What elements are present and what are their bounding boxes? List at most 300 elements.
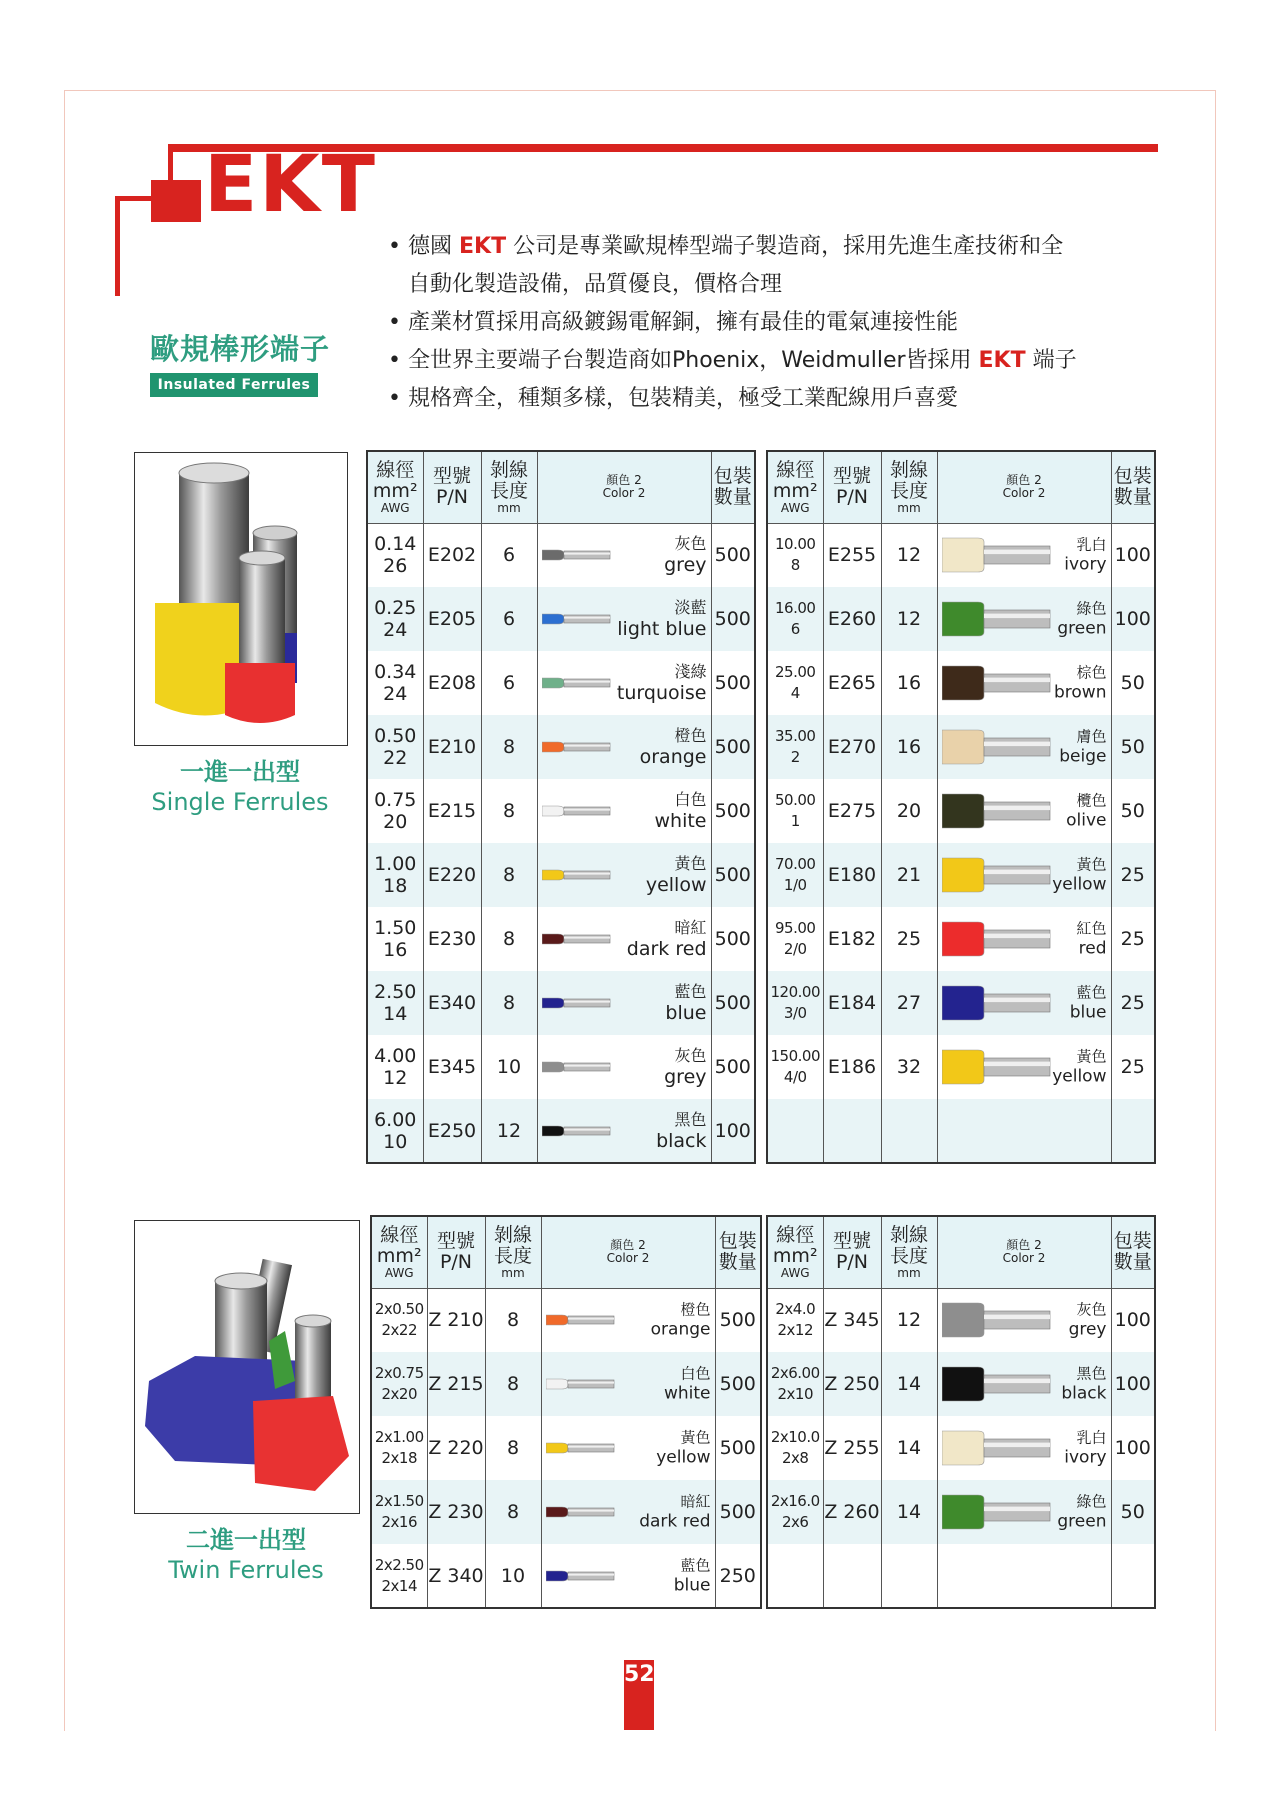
color-name-en: yellow: [1052, 1066, 1107, 1087]
ferrule-icon: [542, 925, 612, 953]
subtitle-badge: Insulated Ferrules: [150, 373, 318, 397]
ferrule-icon: [542, 1053, 612, 1081]
cell-strip: 8: [481, 779, 537, 843]
cell-pn: E182: [823, 907, 881, 971]
table-row: [767, 523, 1155, 587]
color-name-cn: 暗紅: [674, 918, 707, 937]
cell-color: [937, 651, 1111, 715]
table-row: [371, 1288, 761, 1352]
size-mm2: 2x1.00: [374, 1428, 424, 1446]
cell-size: [767, 907, 823, 971]
color-name-cn: 綠色: [1076, 1492, 1107, 1511]
color-name-en: orange: [650, 1319, 711, 1340]
ferrule-icon: [942, 919, 1052, 959]
cell-qty: 500: [711, 523, 755, 587]
cell-color: [537, 523, 711, 587]
header-pn: [823, 451, 881, 523]
size-mm2: 35.00: [775, 727, 816, 745]
cell-pn: E208: [423, 651, 481, 715]
color-name-cn: 黑色: [1076, 1364, 1107, 1383]
table-row: [767, 1416, 1155, 1480]
color-name-cn: 膚色: [1076, 727, 1107, 746]
color-name-cn: 黃色: [1076, 855, 1107, 874]
color-name-cn: 暗紅: [680, 1492, 711, 1511]
color-name-cn: 欖色: [1076, 791, 1107, 810]
color-name-en: white: [663, 1383, 711, 1404]
cell-qty: 100: [1111, 1288, 1155, 1352]
ferrule-icon: [942, 663, 1052, 703]
single-section-label-en: Single Ferrules: [151, 788, 329, 816]
table-row: [367, 1099, 755, 1163]
cell-strip: 6: [481, 523, 537, 587]
cell-pn: [823, 1099, 881, 1163]
header-strip: [485, 1216, 541, 1288]
cell-strip: 14: [881, 1480, 937, 1544]
cell-pn: E270: [823, 715, 881, 779]
size-mm2: 2.50: [374, 981, 417, 1003]
ferrule-icon: [546, 1562, 616, 1590]
size-awg: 6: [790, 620, 800, 638]
cell-strip: 8: [485, 1480, 541, 1544]
ferrule-icon: [542, 989, 612, 1017]
color-name-en: yellow: [645, 874, 707, 896]
table-row: [767, 651, 1155, 715]
ferrule-icon: [546, 1370, 616, 1398]
size-awg: 3/0: [783, 1004, 807, 1022]
size-mm2: 0.50: [374, 725, 417, 747]
cell-pn: E186: [823, 1035, 881, 1099]
cell-qty: 50: [1111, 779, 1155, 843]
header-size-text: 線徑: [776, 1223, 815, 1246]
table-row: [371, 1480, 761, 1544]
color-name: [639, 1493, 710, 1532]
size-mm2: 2x1.50: [374, 1492, 424, 1510]
ferrule-icon: [942, 791, 1052, 831]
cell-color: [541, 1352, 715, 1416]
cell-pn: Z 210: [427, 1288, 485, 1352]
size-awg: 2x8: [782, 1449, 809, 1467]
ferrule-icon: [942, 535, 1052, 575]
cell-qty: 500: [711, 907, 755, 971]
ferrule-icon: [542, 733, 612, 761]
color-name-cn: 灰色: [674, 534, 707, 554]
cell-pn: Z 340: [427, 1544, 485, 1608]
header-size-text: mm²: [376, 1244, 422, 1267]
cell-pn: E230: [423, 907, 481, 971]
header-pack-text: 數量: [1113, 486, 1152, 509]
color-name-en: ivory: [1064, 554, 1107, 575]
cell-color: [537, 1099, 711, 1163]
cell-color: [937, 1099, 1111, 1163]
cell-strip: 8: [481, 907, 537, 971]
cell-strip: 25: [881, 907, 937, 971]
color-name-cn: 白色: [680, 1364, 711, 1383]
cell-color: [937, 1544, 1111, 1608]
color-name-cn: 灰色: [674, 1046, 707, 1065]
table-row: [367, 587, 755, 651]
cell-qty: 100: [1111, 523, 1155, 587]
color-name-en: blue: [1069, 1002, 1107, 1023]
color-name: [1069, 1301, 1107, 1340]
header-strip-text: mm: [501, 1265, 525, 1280]
color-name-cn: 灰色: [1076, 1300, 1107, 1319]
twin-ferrules-table-left: [370, 1215, 762, 1609]
size-awg: 1: [790, 812, 800, 830]
single-ferrules-table-right: [766, 450, 1156, 1164]
cell-qty: 500: [711, 843, 755, 907]
header-pn-text: P/N: [835, 1251, 869, 1274]
table-row: [767, 1288, 1155, 1352]
color-name-en: black: [1061, 1383, 1107, 1404]
header-size-text: mm²: [772, 1244, 818, 1267]
twin-ferrules-table-right: [766, 1215, 1156, 1609]
header-color-text: 顏色 2: [1006, 1238, 1042, 1253]
cell-color: [541, 1480, 715, 1544]
cell-strip: 6: [481, 587, 537, 651]
color-name: [1057, 600, 1106, 639]
color-name-cn: 棕色: [1076, 663, 1107, 682]
cell-qty: 250: [715, 1544, 761, 1608]
cell-size: [367, 1035, 423, 1099]
table-row: [767, 843, 1155, 907]
cell-color: [537, 715, 711, 779]
cell-qty: 500: [711, 971, 755, 1035]
header-pack-text: 數量: [713, 486, 752, 509]
color-name-cn: 橙色: [680, 1300, 711, 1319]
color-name: [1064, 536, 1106, 575]
header-strip-text: 剝線: [889, 458, 928, 481]
feature-item: • 德國 EKT 公司是專業歐規棒型端子製造商，採用先進生產技術和全: [388, 228, 1128, 266]
color-name: [665, 982, 706, 1024]
page-number: 52: [624, 1660, 654, 1730]
header-strip-text: 長度: [889, 479, 928, 502]
color-name: [651, 1301, 711, 1340]
color-name-cn: 乳白: [1076, 1428, 1107, 1447]
color-name: [1066, 792, 1106, 831]
ferrule-icon: [942, 1428, 1052, 1468]
twin-section-label-cn: 二進一出型: [186, 1526, 306, 1554]
header-strip: [881, 1216, 937, 1288]
size-awg: 2x18: [381, 1449, 417, 1467]
header-size: [767, 451, 823, 523]
feature-item: • 全世界主要端子台製造商如Phoenix，Weidmuller皆採用 EKT 端子: [388, 342, 1128, 380]
size-mm2: 2x0.75: [374, 1364, 424, 1382]
cell-strip: 8: [485, 1288, 541, 1352]
size-mm2: 16.00: [775, 599, 816, 617]
header-strip-text: 長度: [493, 1244, 532, 1267]
size-mm2: 2x16.0: [770, 1492, 820, 1510]
size-awg: 2x16: [381, 1513, 417, 1531]
cell-pn: Z 250: [823, 1352, 881, 1416]
cell-qty: 100: [1111, 587, 1155, 651]
cell-qty: 25: [1111, 907, 1155, 971]
single-ferrules-photo: [134, 452, 348, 746]
size-mm2: 0.14: [374, 533, 417, 556]
color-name-en: green: [1057, 1511, 1107, 1532]
logo-square: [151, 180, 201, 222]
cell-qty: 100: [1111, 1352, 1155, 1416]
header-pack: [711, 451, 755, 523]
color-name-cn: 乳白: [1076, 535, 1107, 554]
size-awg: 20: [383, 811, 408, 833]
header-pn-text: P/N: [435, 486, 469, 509]
cell-color: [937, 715, 1111, 779]
feature-item-continued: 自動化製造設備，品質優良，價格合理: [408, 272, 783, 297]
size-awg: 2x10: [777, 1385, 813, 1403]
ferrule-icon: [542, 1117, 612, 1145]
cell-pn: E205: [423, 587, 481, 651]
table-row: [371, 1352, 761, 1416]
single-ferrules-table-left: [366, 450, 756, 1164]
ferrule-icon: [942, 983, 1052, 1023]
cell-size: [371, 1480, 427, 1544]
header-strip-text: 剝線: [889, 1223, 928, 1246]
table-row: [367, 907, 755, 971]
table-row: [767, 587, 1155, 651]
ferrule-icon: [546, 1434, 616, 1462]
cell-pn: Z 345: [823, 1288, 881, 1352]
cell-size: [367, 843, 423, 907]
color-name-en: white: [654, 810, 707, 832]
ferrule-icon: [942, 855, 1052, 895]
size-awg: 2x6: [782, 1513, 809, 1531]
color-name-cn: 淺綠: [674, 662, 707, 681]
color-name-en: light blue: [617, 618, 707, 640]
header-color: [537, 451, 711, 523]
cell-pn: E260: [823, 587, 881, 651]
cell-pn: E255: [823, 523, 881, 587]
ferrule-icon: [942, 1300, 1052, 1340]
table-row: [767, 715, 1155, 779]
table-row: [367, 779, 755, 843]
size-mm2: 4.00: [374, 1045, 417, 1067]
size-mm2: 2x0.50: [374, 1300, 424, 1319]
header-strip-text: mm: [497, 500, 521, 515]
cell-size: [767, 587, 823, 651]
size-mm2: 2x2.50: [374, 1555, 424, 1574]
color-name-en: red: [1078, 938, 1107, 959]
header-pn-text: P/N: [439, 1251, 473, 1274]
cell-color: [537, 587, 711, 651]
color-name-cn: 藍色: [680, 1556, 711, 1574]
size-awg: 2x14: [381, 1576, 417, 1595]
cell-size: [767, 971, 823, 1035]
color-name: [656, 1110, 706, 1152]
feature-list: [388, 228, 1128, 418]
cell-strip: 10: [481, 1035, 537, 1099]
header-color: [937, 1216, 1111, 1288]
cell-qty: 500: [715, 1480, 761, 1544]
cell-pn: E184: [823, 971, 881, 1035]
cell-pn: Z 220: [427, 1416, 485, 1480]
size-awg: 10: [383, 1130, 408, 1153]
color-name-en: dark red: [626, 938, 707, 960]
header-size-text: AWG: [780, 1265, 810, 1280]
color-name-en: grey: [664, 1066, 707, 1088]
cell-color: [937, 779, 1111, 843]
size-awg: 22: [383, 747, 408, 769]
cell-pn: Z 215: [427, 1352, 485, 1416]
color-name-cn: 紅色: [1076, 919, 1107, 938]
header-pn-text: P/N: [835, 486, 869, 509]
size-awg: 4: [790, 684, 800, 702]
twin-ferrules-photo: [134, 1220, 360, 1514]
twin-section-label-en: Twin Ferrules: [168, 1556, 324, 1584]
cell-pn: E215: [423, 779, 481, 843]
color-name-en: orange: [639, 746, 707, 768]
cell-qty: 100: [1111, 1416, 1155, 1480]
header-strip-text: 長度: [489, 479, 528, 502]
cell-color: [937, 907, 1111, 971]
cell-color: [937, 843, 1111, 907]
cell-size: [371, 1352, 427, 1416]
table-row: [367, 715, 755, 779]
table-row: [767, 1352, 1155, 1416]
table-row: [367, 843, 755, 907]
color-name-en: grey: [664, 554, 707, 577]
header-strip-text: mm: [897, 1265, 921, 1280]
header-pn-text: 型號: [436, 1230, 475, 1253]
cell-strip: 12: [881, 587, 937, 651]
cell-size: [371, 1288, 427, 1352]
cell-pn: [823, 1544, 881, 1608]
cell-strip: 12: [881, 523, 937, 587]
single-ferrules-image: [135, 453, 347, 745]
color-name-cn: 綠色: [1076, 599, 1107, 618]
table-row: [767, 1480, 1155, 1544]
color-name-cn: 藍色: [1076, 983, 1107, 1002]
size-mm2: 1.50: [374, 917, 417, 939]
color-name-cn: 黃色: [1076, 1047, 1107, 1066]
size-awg: 2x22: [381, 1321, 417, 1340]
cell-strip: 8: [481, 715, 537, 779]
cell-pn: E220: [423, 843, 481, 907]
table-row: [767, 907, 1155, 971]
size-awg: 24: [383, 619, 408, 641]
color-name-cn: 黃色: [674, 854, 707, 873]
color-name-en: olive: [1066, 810, 1107, 831]
header-pack: [1111, 1216, 1155, 1288]
twin-ferrules-image: [135, 1221, 359, 1513]
header-color-text: Color 2: [602, 486, 646, 501]
cell-size: [767, 1416, 823, 1480]
header-size: [371, 1216, 427, 1288]
header-pack-text: 數量: [718, 1251, 757, 1274]
ferrule-icon: [542, 797, 612, 825]
cell-strip: [881, 1099, 937, 1163]
size-awg: 14: [383, 1003, 408, 1025]
size-awg: 24: [383, 683, 408, 705]
size-mm2: 50.00: [775, 791, 816, 809]
header-color: [541, 1216, 715, 1288]
color-name: [1064, 1429, 1106, 1468]
color-name: [656, 1429, 710, 1468]
ferrule-icon: [942, 1364, 1052, 1404]
ferrule-icon: [542, 605, 612, 633]
color-name-en: blue: [673, 1575, 711, 1595]
header-strip-text: 長度: [889, 1244, 928, 1267]
color-name: [1076, 920, 1106, 959]
header-rule-left-down: [115, 196, 120, 296]
table-row: [367, 651, 755, 715]
cell-pn: E345: [423, 1035, 481, 1099]
size-awg: 4/0: [783, 1068, 807, 1086]
cell-qty: 25: [1111, 971, 1155, 1035]
cell-pn: E250: [423, 1099, 481, 1163]
cell-qty: 25: [1111, 1035, 1155, 1099]
cell-size: [367, 523, 423, 587]
cell-strip: 20: [881, 779, 937, 843]
color-name: [655, 790, 707, 832]
header-color: [937, 451, 1111, 523]
table-row: [767, 1035, 1155, 1099]
size-awg: 18: [383, 875, 408, 897]
cell-color: [537, 971, 711, 1035]
header-size-text: mm²: [372, 479, 418, 502]
header-strip: [881, 451, 937, 523]
header-pn-text: 型號: [432, 465, 471, 488]
header-strip-text: mm: [897, 500, 921, 515]
size-mm2: 2x10.0: [770, 1428, 820, 1446]
header-size-text: 線徑: [380, 1223, 419, 1246]
color-name: [1054, 664, 1107, 703]
size-awg: 26: [383, 555, 408, 578]
header-color-text: 顏色 2: [1006, 473, 1042, 488]
color-name: [646, 854, 707, 896]
size-awg: 16: [383, 939, 408, 961]
color-name: [664, 1046, 706, 1088]
header-pack-text: 包裝: [713, 465, 752, 488]
cell-size: [767, 1352, 823, 1416]
size-awg: 2x12: [777, 1321, 813, 1340]
cell-qty: 100: [711, 1099, 755, 1163]
ferrule-icon: [942, 727, 1052, 767]
header-pack: [1111, 451, 1155, 523]
cell-qty: 500: [715, 1416, 761, 1480]
header-size: [767, 1216, 823, 1288]
feature-item: • 產業材質採用高級鍍錫電解銅，擁有最佳的電氣連接性能: [388, 304, 1128, 342]
cell-size: [371, 1544, 427, 1608]
cell-pn: Z 255: [823, 1416, 881, 1480]
color-name: [617, 598, 706, 640]
table-row: [367, 1035, 755, 1099]
color-name: [1070, 984, 1107, 1023]
table-row: [367, 971, 755, 1035]
cell-size: [767, 779, 823, 843]
cell-size: [371, 1416, 427, 1480]
size-mm2: 1.00: [374, 853, 417, 875]
color-name: [674, 1556, 711, 1595]
feature-item: • 規格齊全，種類多樣，包裝精美，極受工業配線用戶喜愛: [388, 380, 1128, 418]
size-mm2: 2x4.0: [775, 1300, 816, 1319]
ferrule-icon: [942, 1492, 1052, 1532]
color-name: [640, 726, 707, 768]
cell-size: [367, 715, 423, 779]
cell-pn: E210: [423, 715, 481, 779]
cell-size: [367, 587, 423, 651]
cell-pn: E202: [423, 523, 481, 587]
color-name-cn: 淡藍: [674, 598, 707, 617]
cell-pn: E275: [823, 779, 881, 843]
cell-qty: 50: [1111, 715, 1155, 779]
size-mm2: 25.00: [775, 663, 816, 681]
color-name-en: grey: [1068, 1319, 1107, 1340]
header-pn: [423, 451, 481, 523]
color-name: [617, 662, 707, 704]
header-pn: [427, 1216, 485, 1288]
cell-strip: 16: [881, 651, 937, 715]
cell-qty: 500: [711, 715, 755, 779]
